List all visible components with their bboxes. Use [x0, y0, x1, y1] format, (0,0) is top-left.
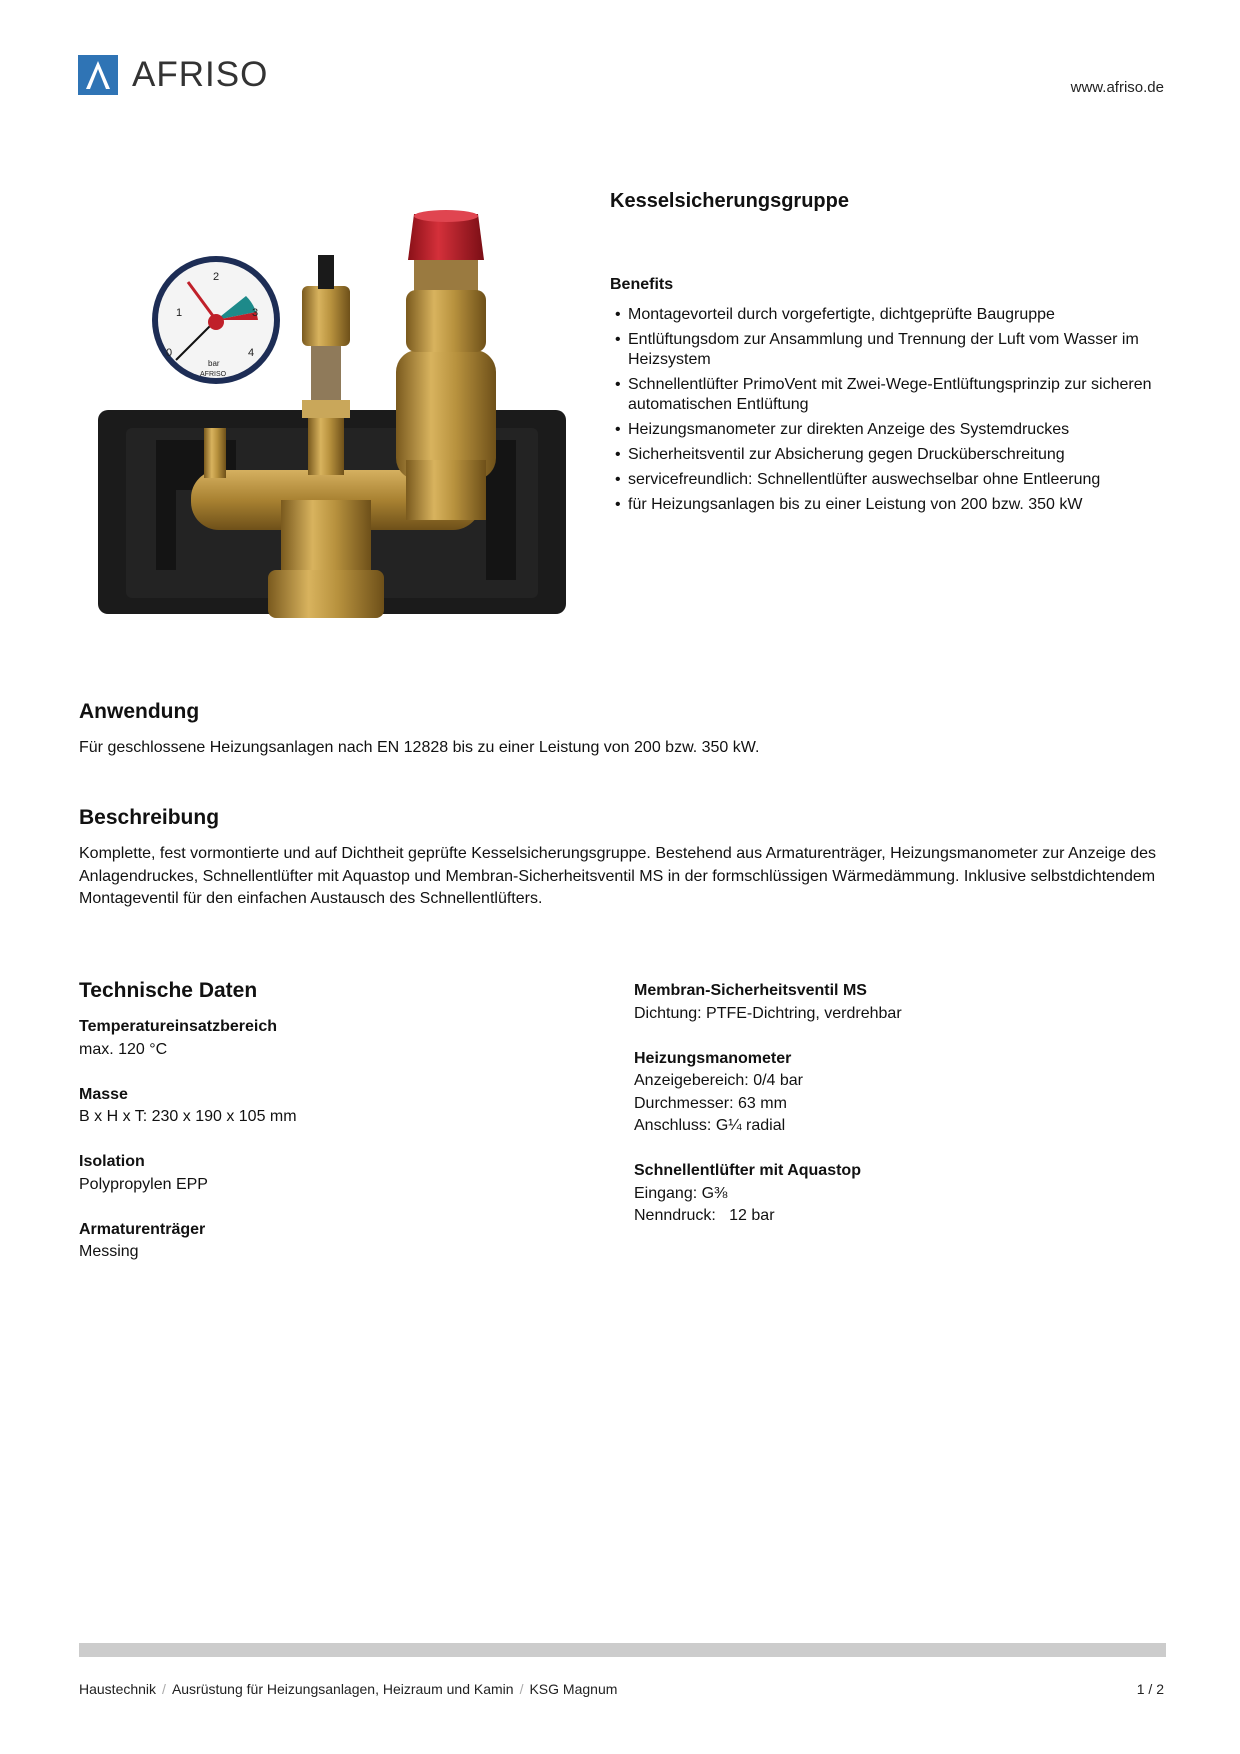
benefit-item: • für Heizungsanlagen bis zu einer Leistung von 200 bzw. 350 kW: [612, 495, 1172, 515]
benefit-item: • Entlüftungsdom zur Ansammlung und Trennung der Luft vom Wasser im Heizsystem: [612, 330, 1172, 370]
spec-value: Polypropylen EPP: [79, 1175, 208, 1193]
spec-label: Temperatureinsatzbereich: [79, 1018, 277, 1035]
spec-label: Masse: [79, 1085, 128, 1103]
logo-text: AFRISO: [132, 55, 269, 94]
benefit-item: • Montagevorteil durch vorgefertigte, dichtgeprüfte Baugruppe: [612, 305, 1172, 325]
breadcrumb-item[interactable]: Haustechnik: [79, 1681, 157, 1697]
spec-value: max. 120 °C: [79, 1040, 168, 1058]
breadcrumb-item[interactable]: Ausrüstung für Heizungsanlagen, Heizraum und Kamin: [171, 1681, 514, 1697]
benefits-list: [612, 305, 1172, 520]
benefit-item: • Sicherheitsventil zur Absicherung gegen Drucküberschreitung: [612, 445, 1172, 465]
breadcrumb-separator: /: [519, 1681, 524, 1697]
gauge-tick-4: 4: [248, 347, 255, 359]
spec-value: Nenndruck: 12 bar: [634, 1207, 775, 1224]
tech-specs-right: [634, 980, 1134, 1250]
anwendung-text: Für geschlossene Heizungsanlagen nach EN 12828 bis zu einer Leistung von 200 bzw. 350 kW.: [79, 739, 760, 756]
spec-value: Anschluss: G¼ radial: [634, 1117, 786, 1134]
spec-carrier: [79, 1219, 579, 1264]
tech-specs-left: [79, 1016, 579, 1286]
spec-value: Durchmesser: 63 mm: [634, 1094, 787, 1112]
spec-temperature: [79, 1016, 579, 1061]
spec-label: Heizungsmanometer: [634, 1049, 792, 1067]
spec-value: Dichtung: PTFE-Dichtring, verdrehbar: [634, 1004, 902, 1022]
benefit-item: • Schnellentlüfter PrimoVent mit Zwei-Wege-Entlüftungsprinzip zur sicheren automatischen Entlüftung: [612, 375, 1172, 415]
brand-logo: [78, 55, 268, 95]
breadcrumb-item[interactable]: KSG Magnum: [529, 1681, 618, 1697]
benefits-heading: Benefits: [610, 276, 674, 293]
gauge-tick-0: 0: [166, 347, 173, 359]
benefit-item: • servicefreundlich: Schnellentlüfter auswechselbar ohne Entleerung: [612, 470, 1172, 490]
spec-value: Anzeigebereich: 0/4 bar: [634, 1072, 803, 1089]
afriso-logo-icon: [78, 55, 118, 95]
spec-value: Messing: [79, 1243, 139, 1260]
breadcrumb: [79, 1681, 617, 1697]
gauge-unit: bar: [208, 359, 220, 368]
anwendung-heading: Anwendung: [79, 700, 200, 723]
gauge-tick-1: 1: [176, 307, 183, 319]
spec-label: Armaturenträger: [79, 1220, 206, 1238]
spec-insulation: [79, 1151, 579, 1196]
spec-label: Membran-Sicherheitsventil MS: [634, 982, 867, 999]
spec-dimensions: [79, 1084, 579, 1129]
footer-divider: [79, 1643, 1166, 1657]
spec-manometer: [634, 1048, 1134, 1138]
air-vent: [302, 286, 350, 346]
breadcrumb-separator: /: [162, 1681, 166, 1697]
gauge-tick-3: 3: [252, 307, 259, 319]
gauge-brand: AFRISO: [200, 371, 227, 378]
technische-daten-heading: Technische Daten: [79, 979, 258, 1002]
website-link[interactable]: www.afriso.de: [1070, 79, 1164, 96]
benefit-item: • Heizungsmanometer zur direkten Anzeige des Systemdruckes: [612, 420, 1172, 440]
beschreibung-heading: Beschreibung: [79, 806, 220, 829]
spec-safety-valve: [634, 980, 1134, 1025]
spec-label: Schnellentlüfter mit Aquastop: [634, 1162, 861, 1179]
spec-value: Eingang: G⅜: [634, 1184, 728, 1202]
spec-label: Isolation: [79, 1153, 145, 1170]
spec-value: B x H x T: 230 x 190 x 105 mm: [79, 1108, 297, 1125]
product-image: [96, 200, 572, 630]
spec-air-vent: [634, 1160, 1134, 1228]
product-title: Kesselsicherungsgruppe: [610, 190, 849, 212]
page-number: 1 / 2: [1136, 1681, 1164, 1697]
gauge-tick-2: 2: [213, 271, 220, 283]
beschreibung-text: Komplette, fest vormontierte und auf Dichtheit geprüfte Kesselsicherungsgruppe. Bestehend aus Armaturenträger, Heizungsmanometer zur Anzeige des Anlagendruckes, Schnellentlüfter mit Aquastop und Membran-Sicherheitsventil MS in der formschlüssigen Wärmedämmung. Inklusive selbstdichtendem Montageventil für den einfachen Austausch des Schnellentlüfters.: [79, 845, 1157, 907]
